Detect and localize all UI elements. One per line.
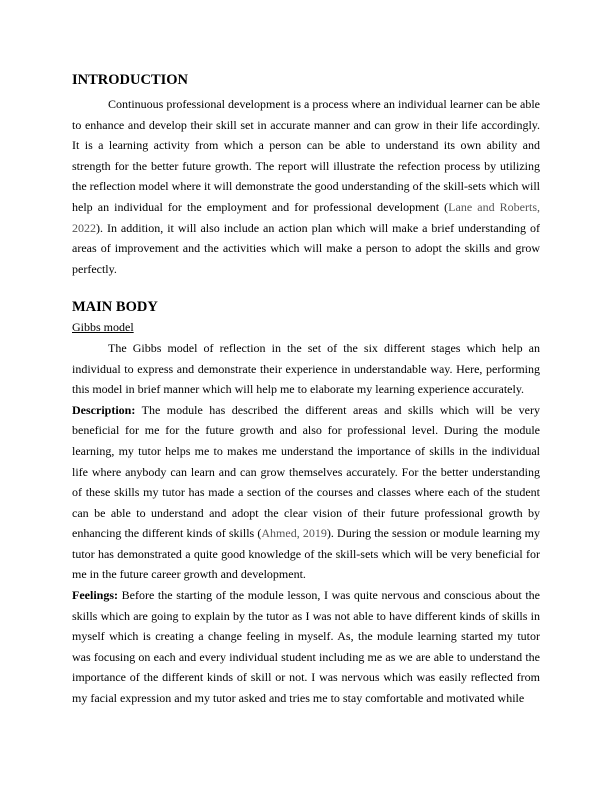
introduction-heading: INTRODUCTION (72, 72, 189, 88)
feelings-text: Before the starting of the module lesson, I was quite nervous and conscious about the skills which are going to explain by the tutor as I was not able to have different kinds of skills in myself which is creating a change feeling in myself. As, the module learning started my tutor was focusing on each and every individual student including me as we are able to understand the importance of the different kinds of skill or not. I was nervous which was easily reflected from my facial expression and my tutor asked and tries me to stay comfortable and motivated while (72, 588, 540, 706)
introduction-paragraph (72, 94, 540, 279)
gibbs-model-subheading: Gibbs model (72, 320, 134, 335)
introduction-text-end: ). In addition, it will also include an action plan which will make a brief understanding of areas of improvement and the activities which will make a person to adopt the skills and grow perfectly. (72, 220, 540, 276)
document-body (72, 70, 540, 709)
citation-ahmed: Ahmed, 2019 (261, 526, 327, 541)
citation-lane-roberts: Lane and Roberts, 2022 (72, 199, 540, 235)
description-paragraph (72, 400, 540, 585)
introduction-text-start: Continuous professional development is a process where an individual learner can be able to enhance and develop their skill set in accurate manner and can grow in their life accordingly. It is a learning activity from which a person can be able to understand its own ability and strength for the better future growth. The report will illustrate the refection process by utilizing the reflection model where it will demonstrate the good understanding of the skill-sets which will help an individual for the employment and for professional development ( (72, 97, 540, 214)
description-label: Description: (72, 402, 136, 417)
description-text-end: ). During the session or module learning my tutor has demonstrated a quite good knowledge of the skill-sets which will be very beneficial for me in the future career growth and development. (72, 526, 541, 582)
feelings-paragraph (72, 585, 540, 709)
gibbs-paragraph: The Gibbs model of reflection in the set of the six different stages which help an individual to express and demonstrate their experience in understandable way. Here, performing this model in brief manner which will help me to elaborate my learning experience accurately. (72, 340, 540, 397)
description-text-start: The module has described the different areas and skills which will be very beneficial for me for the future growth and also for professional level. During the module learning, my tutor helps me to makes me understand the importance of skills in the individual life where anybody can learn and can grow themselves accurately. For the better understanding of these skills my tutor has made a section of the courses and classes where each of the student can be able to understand and adopt the clear vision of their future professional growth by enhancing the different kinds of skills ( (72, 402, 540, 541)
feelings-label: Feelings: (72, 588, 118, 603)
main-body-heading: MAIN BODY (72, 299, 158, 316)
